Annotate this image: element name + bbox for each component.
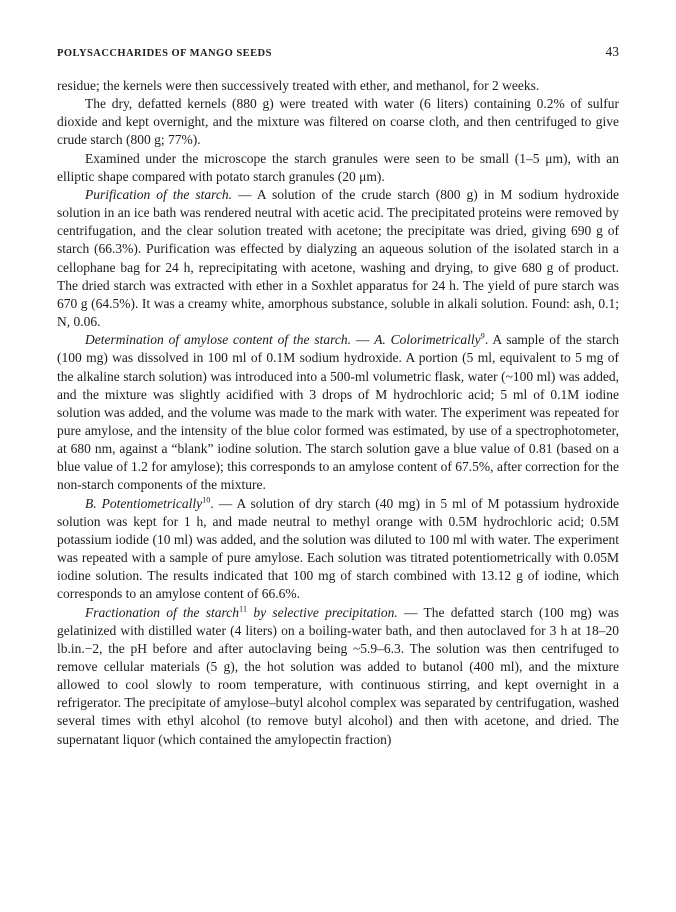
text-run: Examined under the microscope the starch granules were seen to be small (1–5 μm), with an elliptic shape compared with potato starch granules (20 μm). (57, 150, 619, 184)
paragraph (57, 331, 619, 494)
italic-heading-run: B. Potentiometrically (85, 495, 203, 511)
page-number: 43 (605, 44, 619, 59)
body-text (57, 77, 619, 749)
text-run: . — A solution of dry starch (40 mg) in 5 ml of M potassium hydroxide solution was kept for 1 h, and made neutral to methyl orange with 0.5M hydrochloric acid; 0.5M potassium iodide (10 ml) was added, and the solution was diluted to 100 ml with water. The experiment was repeated with a sample of pure amylose. Each solution was titrated potentiometrically with 0.05M iodine solution. The results indicated that 100 mg of starch combined with 13.12 g of iodine, which corresponds to an amylose content of 66.6%. (57, 495, 619, 602)
text-run: — (350, 332, 375, 348)
italic-heading-run: Fractionation of the starch (85, 604, 240, 620)
italic-heading-run: A. Colorimetrically (374, 332, 481, 348)
paragraph (57, 495, 619, 604)
reference-superscript: 11 (239, 604, 248, 614)
text-run: . A sample of the starch (100 mg) was dissolved in 100 ml of 0.1M sodium hydroxide. A portion (5 ml, equivalent to 5 mg of the alkaline starch solution) was introduced into a 500-ml volumetric flask, water (~100 ml) was added, and the mixture was slightly acidified with 3 drops of M hydrochloric acid; 5 ml of 0.1M iodine solution was added, and the volume was made to the mark with water. The experiment was repeated for pure amylose, and the intensity of the blue color formed was estimated, by use of a spectrophotometer, at 680 nm, against a “blank” iodine solution. The starch solution gave a blue value of 0.81 (based on a blue value of 1.2 for amylose); this corresponds to an amylose content of 67.5%, after correction for the non-starch components of the mixture. (57, 332, 619, 493)
paragraph (57, 150, 619, 186)
page-header (57, 44, 619, 60)
paragraph (57, 95, 619, 149)
text-run: — The defatted starch (100 mg) was gelatinized with distilled water (4 liters) on a boiling-water bath, and then autoclaved for 3 h at 18–20 lb.in.−2, the pH before and after autoclaving being ~5.9–6.3. The solution was then centrifuged to remove cellular materials (5 g), the hot solution was added to butanol (400 ml), and the mixture allowed to cool slowly to room temperature, with continuous stirring, and kept overnight in a refrigerator. The precipitate of amylose–butyl alcohol complex was separated by centrifugation, washed several times with ethyl alcohol (to remove butyl alcohol) and then with acetone, and dried. The supernatant liquor (which contained the amylopectin fraction) (57, 604, 619, 747)
italic-heading-run: Determination of amylose content of the starch. (85, 332, 351, 348)
italic-heading-run: Purification of the starch. (85, 186, 233, 202)
running-head: POLYSACCHARIDES OF MANGO SEEDS (57, 48, 272, 59)
text-run: The dry, defatted kernels (880 g) were treated with water (6 liters) containing 0.2% of sulfur dioxide and kept overnight, and the mixture was filtered on coarse cloth, and then centrifuged to give crude starch (800 g; 77%). (57, 96, 619, 148)
reference-superscript: 10 (202, 495, 211, 505)
italic-heading-run: by selective precipitation. (247, 604, 398, 620)
paragraph (57, 604, 619, 749)
paragraph (57, 186, 619, 331)
text-run: residue; the kernels were then successively treated with ether, and methanol, for 2 weeks. (57, 78, 540, 93)
text-run: — A solution of the crude starch (800 g) in M sodium hydroxide solution in an ice bath was rendered neutral with acetic acid. The precipitated proteins were removed by centrifugation, and the clear solution treated with acetone; the precipitate was dried, giving 690 g of starch (66.3%). Purification was effected by dialyzing an aqueous solution of the isolated starch in a cellophane bag for 24 h, reprecipitating with acetone, washing and drying, to give 680 g of product. The dried starch was extracted with ether in a Soxhlet apparatus for 24 h. The yield of pure starch was 670 g (64.5%). It was a creamy white, amorphous substance, soluble in alkali solution. Found: ash, 0.1; N, 0.06. (57, 186, 619, 330)
paragraph (57, 77, 619, 95)
reference-superscript: 9 (480, 331, 485, 341)
